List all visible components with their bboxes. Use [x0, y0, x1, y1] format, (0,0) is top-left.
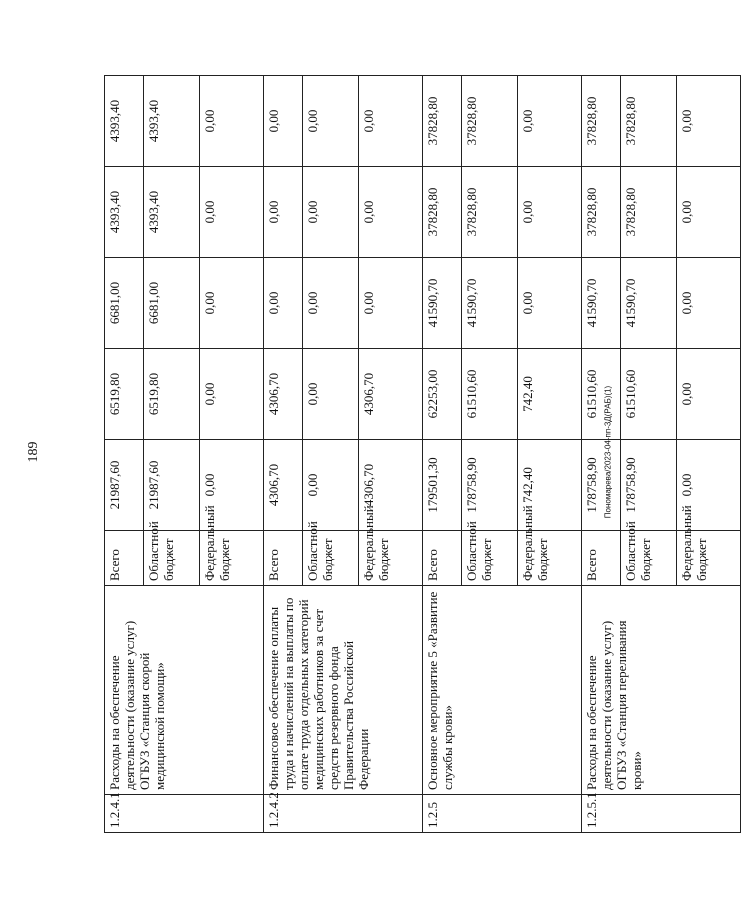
amount-cell: 37828,80 [621, 76, 677, 167]
amount-cell: 37828,80 [423, 76, 462, 167]
activity-code: 1.2.4.2 [264, 795, 423, 833]
amount-cell: 0,00 [303, 167, 359, 258]
amount-cell: 178758,90 [462, 440, 518, 531]
activity-name: Расходы на обеспечение деятельности (оказание услуг) ОГБУЗ «Станция скорой медицинской помощи» [105, 586, 264, 795]
amount-cell: 179501,30 [423, 440, 462, 531]
amount-cell: 0,00 [200, 258, 264, 349]
amount-cell: 0,00 [518, 167, 582, 258]
amount-cell: 61510,60 [462, 349, 518, 440]
amount-cell: 4306,70 [264, 349, 303, 440]
amount-cell: 37828,80 [462, 76, 518, 167]
table-row [264, 76, 303, 833]
table-row [105, 76, 144, 833]
amount-cell: 0,00 [200, 76, 264, 167]
amount-cell: 742,40 [518, 440, 582, 531]
amount-cell: 37828,80 [582, 76, 621, 167]
amount-cell: 4306,70 [359, 349, 423, 440]
activity-code: 1.2.4.1 [105, 795, 264, 833]
amount-cell: 37828,80 [621, 167, 677, 258]
activity-name: Расходы на обеспечение деятельности (оказание услуг) ОГБУЗ «Станция переливания крови» [582, 586, 741, 795]
amount-cell: 178758,90 [621, 440, 677, 531]
amount-cell: 742,40 [518, 349, 582, 440]
amount-cell: 61510,60 [582, 349, 621, 440]
funding-source: Федеральный бюджет [518, 531, 582, 586]
activity-code: 1.2.5 [423, 795, 582, 833]
table-row [582, 76, 621, 833]
funding-source: Всего [264, 531, 303, 586]
amount-cell: 6681,00 [105, 258, 144, 349]
amount-cell: 0,00 [359, 258, 423, 349]
activity-name: Основное мероприятие 5 «Развитие службы крови» [423, 586, 582, 795]
amount-cell: 4393,40 [105, 167, 144, 258]
document-code: Пономарева/2023-04-пп-3Д(РАБ)(1) [603, 385, 613, 519]
amount-cell: 0,00 [264, 167, 303, 258]
amount-cell: 0,00 [264, 258, 303, 349]
amount-cell: 178758,90 [582, 440, 621, 531]
amount-cell: 0,00 [200, 349, 264, 440]
amount-cell: 0,00 [303, 258, 359, 349]
amount-cell: 37828,80 [423, 167, 462, 258]
amount-cell: 0,00 [677, 440, 741, 531]
activity-code: 1.2.5.1 [582, 795, 741, 833]
funding-source: Федеральный бюджет [677, 531, 741, 586]
amount-cell: 0,00 [200, 167, 264, 258]
table-row [423, 76, 462, 833]
amount-cell: 4393,40 [144, 76, 200, 167]
amount-cell: 61510,60 [621, 349, 677, 440]
amount-cell: 0,00 [677, 76, 741, 167]
amount-cell: 6519,80 [144, 349, 200, 440]
funding-source: Всего [423, 531, 462, 586]
amount-cell: 0,00 [264, 76, 303, 167]
amount-cell: 6681,00 [144, 258, 200, 349]
funding-source: Федеральный бюджет [359, 531, 423, 586]
amount-cell: 0,00 [677, 167, 741, 258]
amount-cell: 0,00 [677, 349, 741, 440]
funding-source: Всего [582, 531, 621, 586]
budget-table-body [105, 76, 741, 833]
amount-cell: 0,00 [200, 440, 264, 531]
amount-cell: 0,00 [303, 76, 359, 167]
amount-cell: 41590,70 [462, 258, 518, 349]
budget-table [104, 75, 741, 833]
funding-source: Всего [105, 531, 144, 586]
amount-cell: 37828,80 [582, 167, 621, 258]
funding-source: Федеральный бюджет [200, 531, 264, 586]
amount-cell: 21987,60 [105, 440, 144, 531]
amount-cell: 0,00 [359, 76, 423, 167]
amount-cell: 41590,70 [621, 258, 677, 349]
amount-cell: 62253,00 [423, 349, 462, 440]
amount-cell: 0,00 [677, 258, 741, 349]
amount-cell: 0,00 [518, 258, 582, 349]
amount-cell: 4393,40 [105, 76, 144, 167]
amount-cell: 0,00 [518, 76, 582, 167]
amount-cell: 4306,70 [359, 440, 423, 531]
amount-cell: 0,00 [303, 440, 359, 531]
page-number: 189 [26, 441, 41, 463]
funding-source: Областной бюджет [144, 531, 200, 586]
amount-cell: 4393,40 [144, 167, 200, 258]
amount-cell: 41590,70 [423, 258, 462, 349]
amount-cell: 41590,70 [582, 258, 621, 349]
amount-cell: 37828,80 [462, 167, 518, 258]
amount-cell: 4306,70 [264, 440, 303, 531]
amount-cell: 6519,80 [105, 349, 144, 440]
amount-cell: 0,00 [303, 349, 359, 440]
funding-source: Областной бюджет [621, 531, 677, 586]
funding-source: Областной бюджет [462, 531, 518, 586]
activity-name: Финансовое обеспечение оплаты труда и начислений на выплаты по оплате труда отдельных категорий медицинских работников за счет средств резервного фонда Правительства Российской Федерации [264, 586, 423, 795]
amount-cell: 0,00 [359, 167, 423, 258]
funding-source: Областной бюджет [303, 531, 359, 586]
amount-cell: 21987,60 [144, 440, 200, 531]
